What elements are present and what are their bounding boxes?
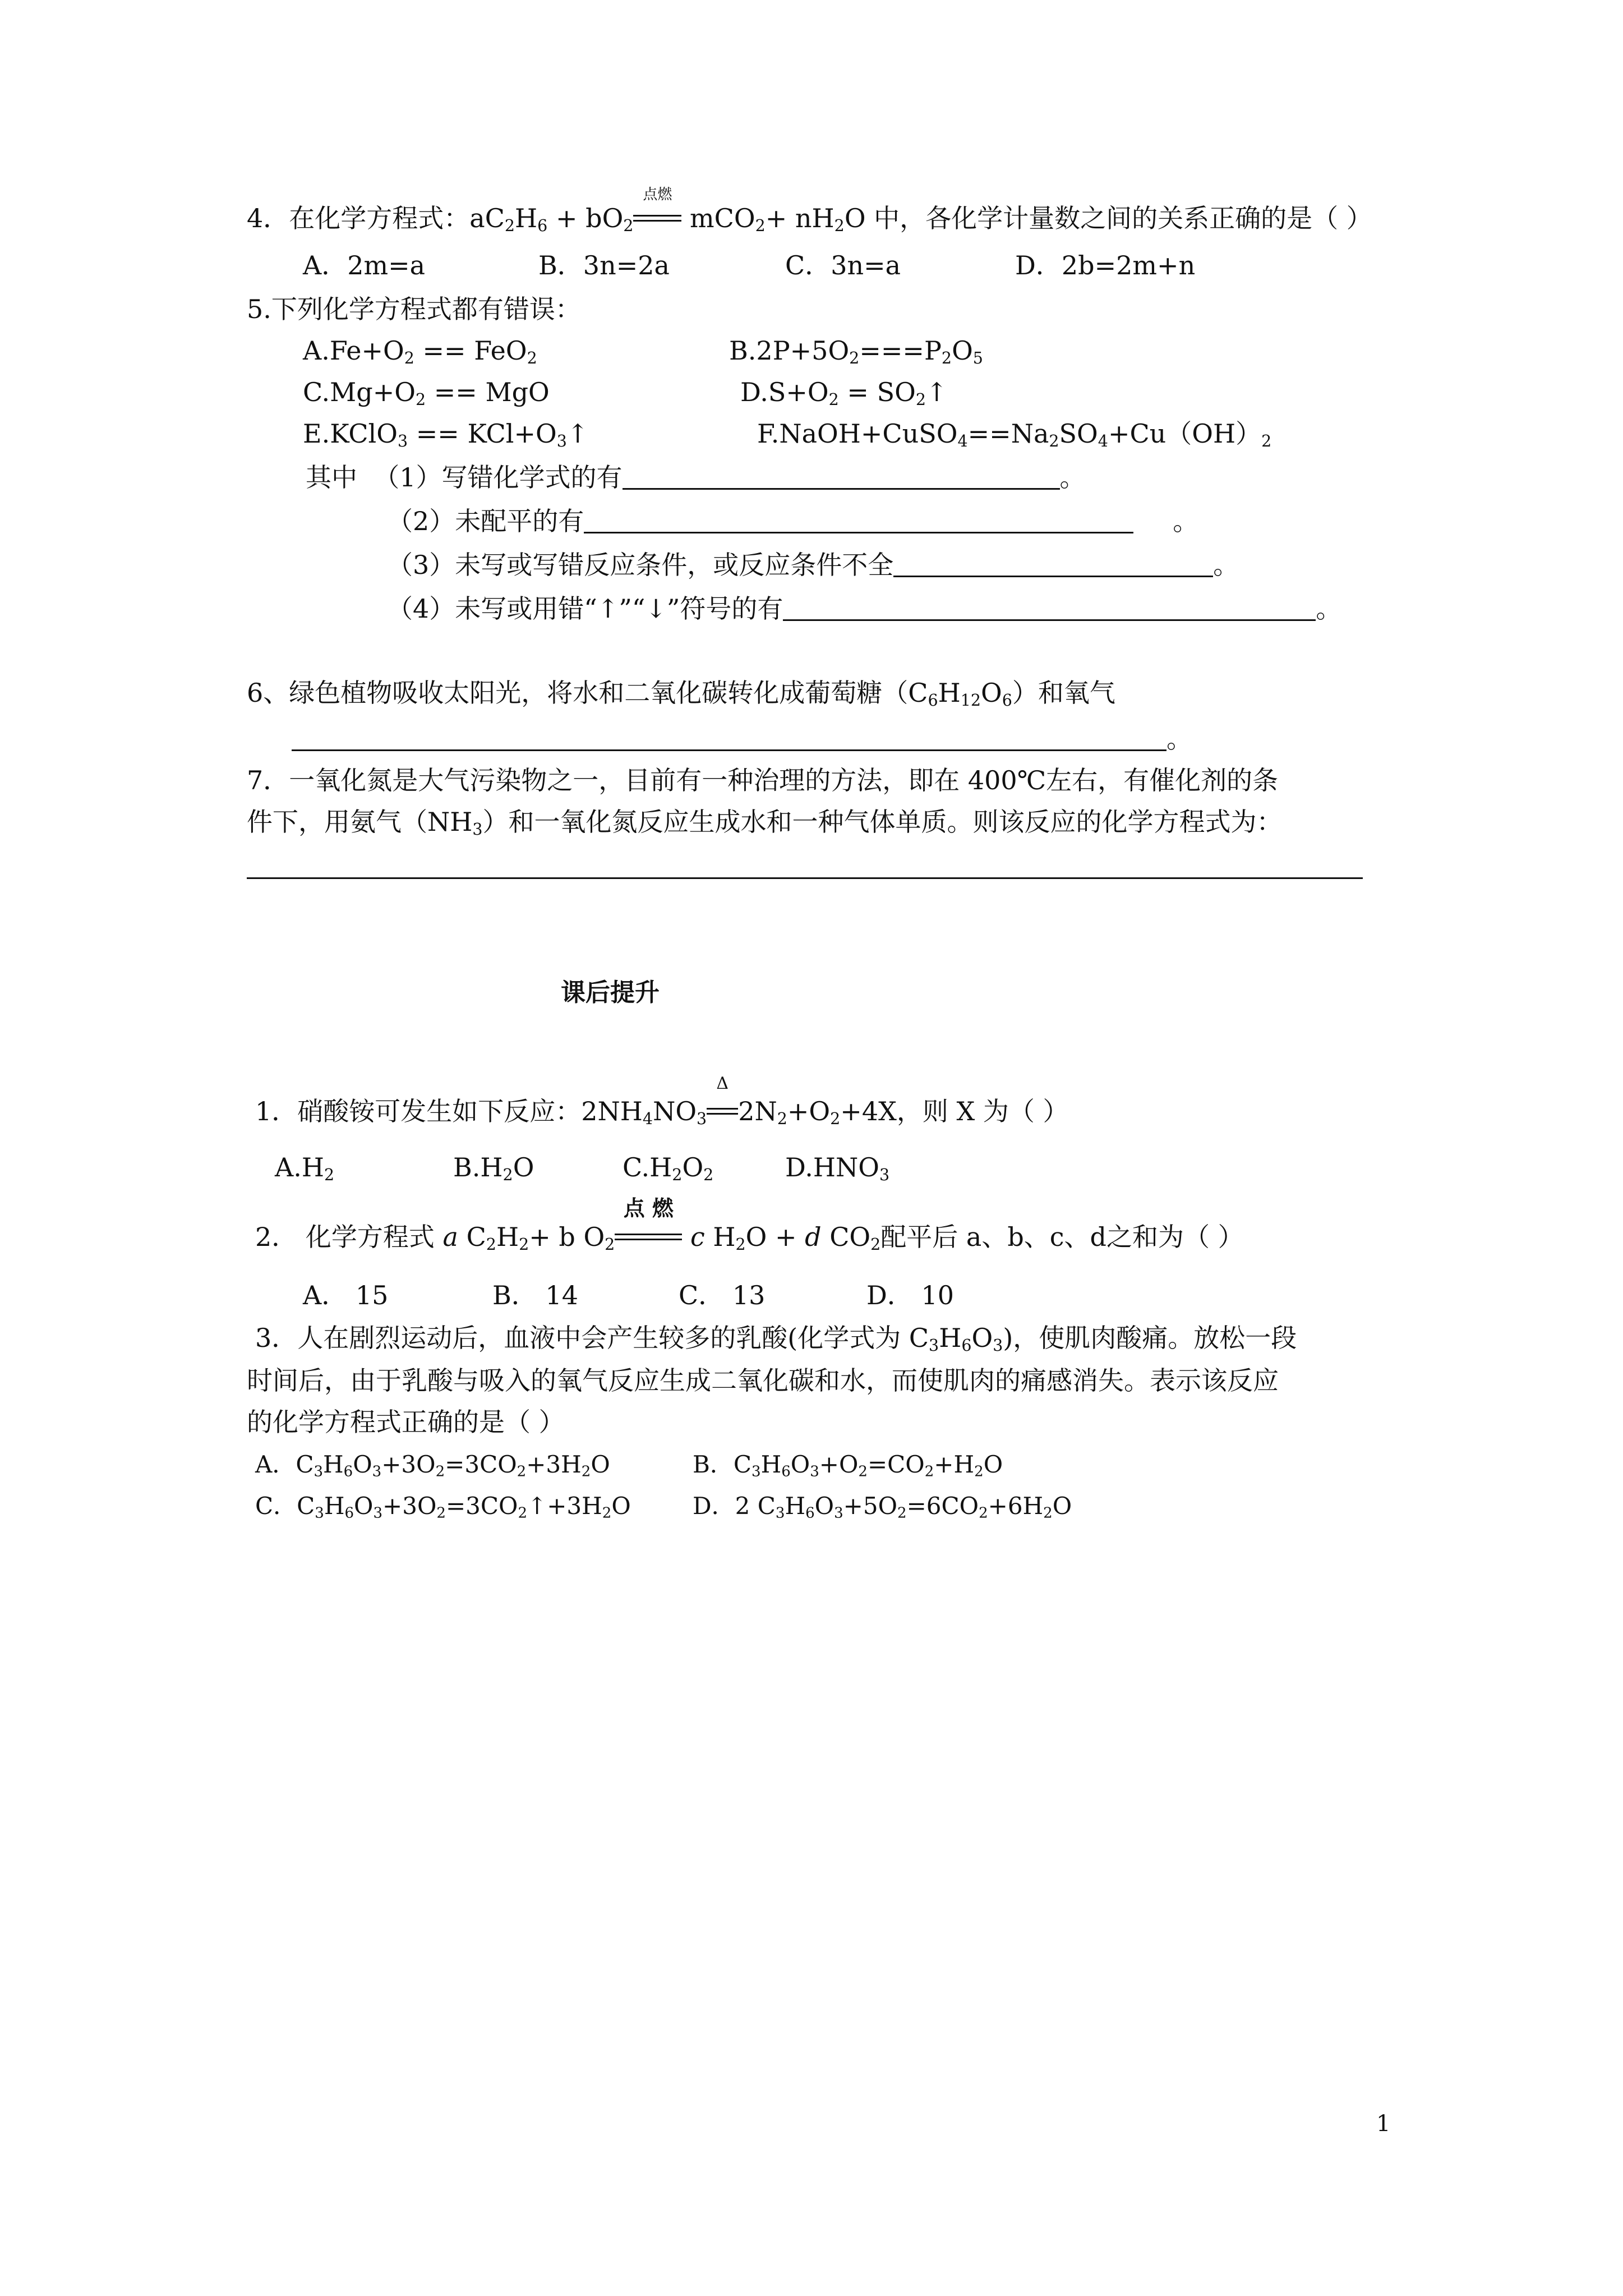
q5-equation-a: $A.Fe+O_2 == FeO_2$ [303,335,537,368]
q5-equation-e: E.KClO$_3$ == $KCl+O_3↑$ [303,418,589,451]
p3-option-d: D．2 $C_3H_6O_3+5O_2=6CO_2+6H_2O$ [693,1492,1072,1522]
p1-stem: 1．硝酸铵可发生如下反应：$2NH_4NO_3$ Δ $2N_2+O_2+4X$，则 X 为（ ） [255,1074,1069,1129]
q5-equation-c: $C.Mg+O_2$ == MgO [303,377,550,409]
p1-option-d: $D.HNO_3$ [785,1152,890,1185]
p2-option-b: B． 14 [492,1280,578,1310]
p2-option-a: A． 15 [303,1280,389,1310]
q4-option-b: B．3n=2a [538,250,670,280]
q5-equation-f: $F.NaOH+CuSO_4==Na_2SO_4+Cu(OH)_2$ [757,418,1272,451]
answer-blank[interactable] [292,725,1166,751]
p1-option-c: $C.H_2O_2$ [623,1152,714,1185]
q7-answer-line[interactable] [247,877,1363,879]
p2-stem: 2． 化学方程式 a $C_2H_2+ b$ $O_2$ 点 燃 c $H_2O + d$ $CO_2$配平后 a、b、c、d之和为（ ） [255,1196,1244,1254]
section-title: 课后提升 [561,978,660,1007]
answer-blank[interactable] [623,463,1060,490]
q5-equation-b: $B.2P+5O_2===P_2O_5$ [729,335,983,368]
q6-answer: 。 [292,724,1192,754]
page-number: 1 [1376,2111,1391,2137]
q5-sub1: 其中 （1）写错化学式的有 。 [306,462,1086,493]
q7-line2: 件下，用氨气$(NH_3)$和一氧化氮反应生成水和一种气体单质。则该反应的化学方程式为： [247,807,1283,839]
reaction-arrow-heat: Δ [707,1096,738,1127]
p3-line2: 时间后，由于乳酸与吸入的氧气反应生成二氧化碳和水，而使肌肉的痛感消失。表示该反应 [247,1365,1279,1396]
p2-option-c: C． 13 [679,1280,766,1310]
p1-option-a: $A.H_2$ [275,1152,335,1185]
reaction-arrow-ignite: 点 燃 [615,1222,682,1253]
q5-sub2: （2）未配平的有 。 [387,506,1199,536]
p3-option-a: A．$C_3H_6O_3+3O_2=3CO_2+3H_2O$ [255,1451,610,1480]
q5-sub4: （4）未写或用错“↑”“↓”符号的有 。 [387,593,1342,624]
q5-stem: 5.下列化学方程式都有错误： [247,294,581,324]
q4-option-a: A．2m=a [303,250,426,280]
p2-option-d: D． 10 [866,1280,955,1310]
answer-blank[interactable] [783,595,1316,621]
p3-line3: 的化学方程式正确的是（ ） [247,1407,565,1437]
p3-line1: 3．人在剧烈运动后，血液中会产生较多的乳酸(化学式为 $C_3H_6O_3$)，使肌肉酸痛。放松一段 [255,1323,1297,1355]
p3-option-b: B．$C_3H_6O_3+O_2=CO_2+H_2O$ [693,1451,1003,1480]
q4-option-d: D．2b=2m+n [1015,250,1196,280]
q7-line1: 7．一氧化氮是大气污染物之一，目前有一种治理的方法，即在 400℃左右，有催化剂的条 [247,765,1279,795]
q5-sub3: （3）未写或写错反应条件，或反应条件不全 。 [387,550,1239,580]
reaction-arrow-ignite: 点燃 [633,203,681,234]
q4-stem: 4．在化学方程式：$aC_2H_6 + bO_2$ 点燃 $mCO_2+ nH_2O$ 中，各化学计量数之间的关系正确的是（ ） [247,186,1372,236]
q6-stem: 6、绿色植物吸收太阳光，将水和二氧化碳转化成葡萄糖$(C_6H_{12}O_6)$和氧气 [247,678,1115,710]
answer-blank[interactable] [893,551,1213,577]
q5-equation-d: $D.S+O_2$ = $SO_2↑$ [740,377,948,409]
p3-option-c: C．$C_3H_6O_3+3O_2=3CO_2↑+3H_2O$ [255,1492,631,1522]
answer-blank[interactable] [584,507,1133,533]
p1-option-b: $B.H_2O$ [453,1152,534,1185]
q4-option-c: C．3n=a [785,250,901,280]
